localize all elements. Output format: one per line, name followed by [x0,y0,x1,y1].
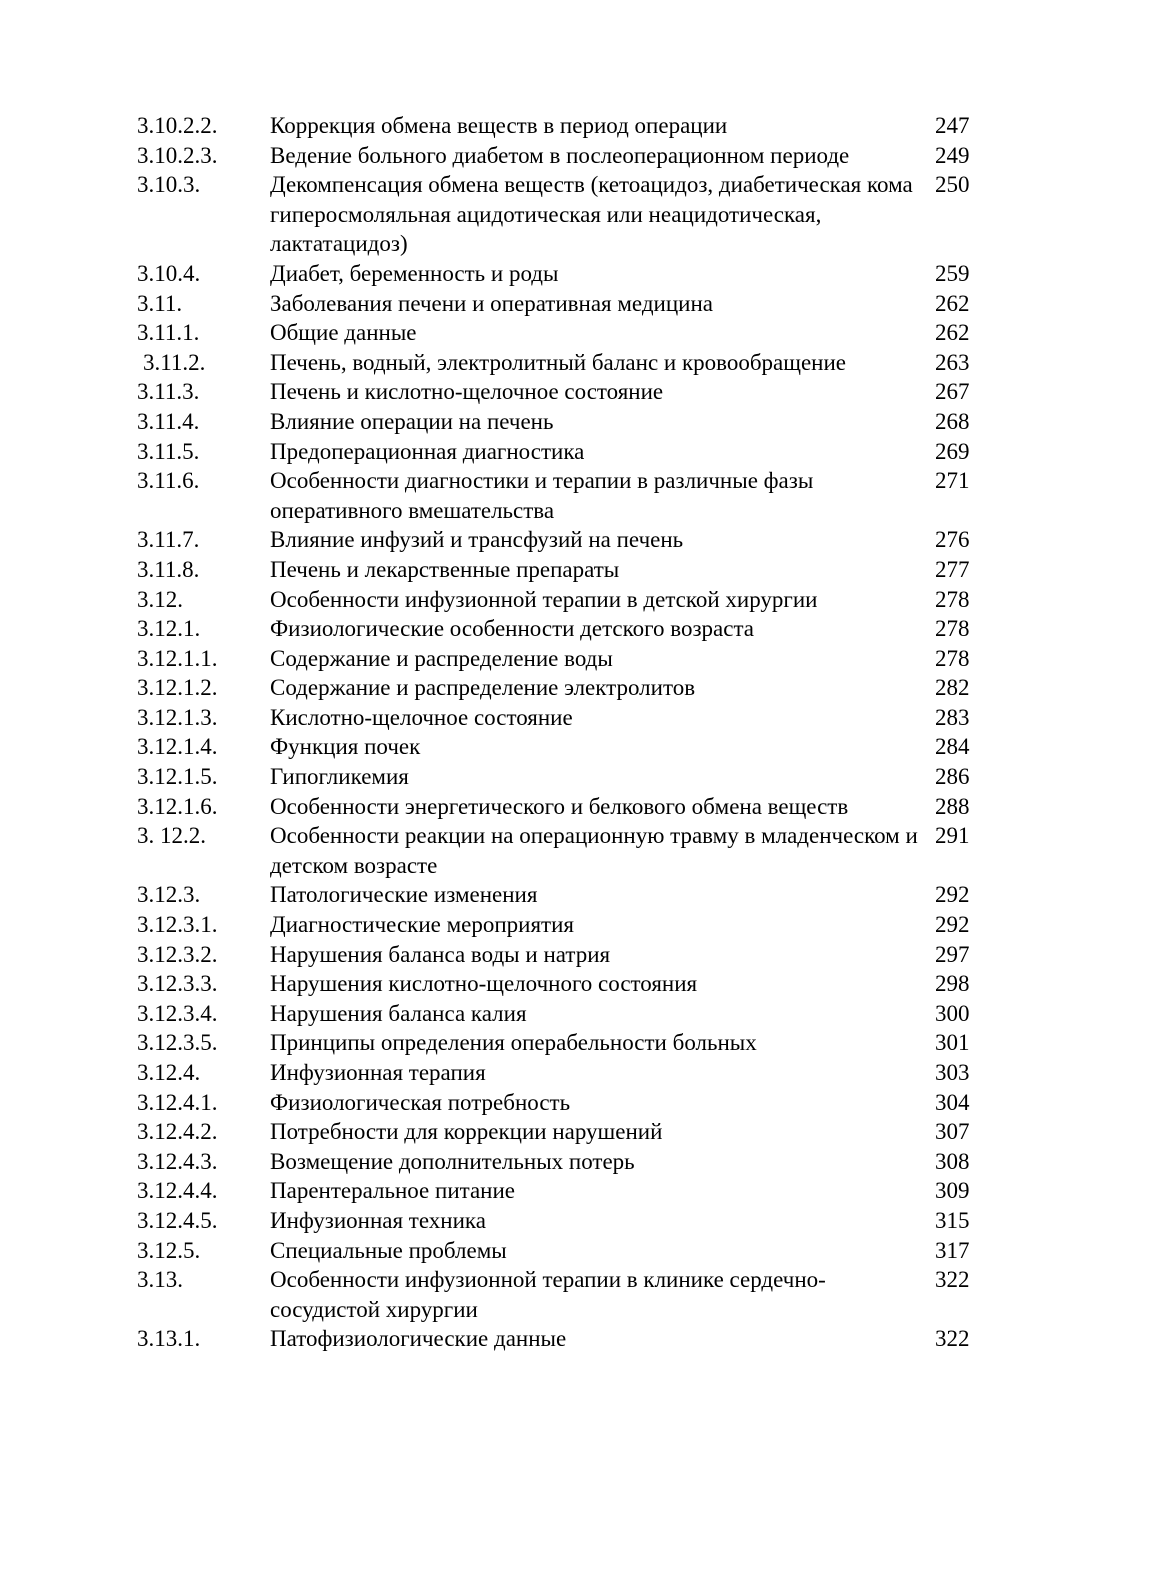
section-number: 3.12.1.4. [137,734,218,760]
section-title: Специальные проблемы [270,1237,507,1263]
page-number: 315 [935,1207,970,1233]
page-number: 271 [935,468,970,494]
toc-entry [0,1324,1163,1354]
section-title: Печень и кислотно-щелочное состояние [270,379,664,405]
section-title: Диабет, беременность и роды [270,260,559,286]
section-title: Содержание и распределение воды [270,645,613,671]
section-number: 3.12.1.5. [137,764,218,790]
section-title: Особенности энергетического и белкового обмена веществ [270,793,849,819]
page-number: 301 [935,1030,970,1056]
toc-entry [0,792,1163,822]
page-number: 309 [935,1178,970,1204]
section-title: Нарушения кислотно-щелочного состояния [270,971,698,997]
toc-entry [0,111,1163,141]
section-title: Особенности инфузионной терапии в клинике сердечно-сосудистой хирургии [270,1267,826,1322]
section-number: 3.12.4.1. [137,1089,218,1115]
section-title: Потребности для коррекции нарушений [270,1119,663,1145]
section-title: Диагностические мероприятия [270,912,574,938]
section-number: 3.12.3.3. [137,971,218,997]
page-number: 268 [935,408,970,434]
page-number: 262 [935,320,970,346]
toc-entry [0,407,1163,437]
page-number: 297 [935,941,970,967]
page-number: 291 [935,823,970,849]
page-number: 303 [935,1060,970,1085]
toc-entry [0,940,1163,970]
section-title: Особенности диагностики и терапии в различные фазы оперативного вмешательства [270,468,814,523]
section-title: Печень, водный, электролитный баланс и кровообращение [270,349,846,375]
section-number: 3.13.1. [137,1326,201,1352]
page-number: 292 [935,912,970,938]
section-title: Патофизиологические данные [270,1326,567,1352]
page-number: 262 [935,290,970,316]
toc-entry [0,673,1163,703]
toc-entry [0,1028,1163,1058]
section-title: Инфузионная техника [270,1207,486,1233]
toc-entry [0,821,1163,880]
section-number: 3.12.3.5. [137,1030,218,1056]
section-number: 3.12.4.3. [137,1148,218,1174]
section-title: Особенности реакции на операционную травму в младенческом и детском возрасте [270,823,918,878]
toc-entry [0,141,1163,171]
page-number: 322 [935,1267,970,1293]
toc-entry [0,999,1163,1029]
toc-entry [0,969,1163,999]
section-number: 3.12.4. [137,1060,201,1085]
page-number: 282 [935,675,970,701]
section-title: Нарушения баланса воды и натрия [270,941,611,967]
section-title: Кислотно-щелочное состояние [270,704,573,730]
toc-entry [0,555,1163,585]
section-title: Содержание и распределение электролитов [270,675,696,701]
section-title: Влияние операции на печень [270,408,554,434]
page-number: 247 [935,113,970,138]
section-title: Гипогликемия [270,764,409,790]
section-number: 3.12. [137,586,183,612]
toc-entry [0,466,1163,525]
section-title: Патологические изменения [270,882,538,908]
page-number: 298 [935,971,970,997]
section-title: Общие данные [270,320,417,346]
toc-entry [0,644,1163,674]
page-number: 269 [935,438,970,464]
section-title: Функция почек [270,734,421,760]
section-title: Влияние инфузий и трансфузий на печень [270,527,684,553]
section-number: 3.11.6. [137,468,200,494]
section-number: 3.12.1. [137,616,201,642]
section-number: 3.12.3.2. [137,941,218,967]
toc-entry [0,880,1163,910]
page-number: 292 [935,882,970,908]
section-number: 3.12.3.4. [137,1000,218,1026]
toc-entry [0,585,1163,615]
toc-entry [0,762,1163,792]
toc-entry [0,1206,1163,1236]
section-number: 3.11.7. [137,527,200,553]
section-number: 3.11.2. [143,349,206,375]
page-number: 307 [935,1119,970,1145]
section-number: 3.10.2.3. [137,142,218,168]
page-number: 277 [935,556,970,582]
page-number: 278 [935,645,970,671]
page-number: 263 [935,349,970,375]
section-title: Парентеральное питание [270,1178,516,1204]
toc-entry [0,703,1163,733]
toc-entry [0,318,1163,348]
section-number: 3.12.5. [137,1237,201,1263]
section-title: Инфузионная терапия [270,1060,486,1085]
page-number: 286 [935,764,970,790]
section-title: Предоперационная диагностика [270,438,585,464]
toc-entry [0,614,1163,644]
section-number: 3.10.2.2. [137,113,218,138]
section-title: Возмещение дополнительных потерь [270,1148,635,1174]
toc-entry [0,437,1163,467]
page-number: 283 [935,704,970,730]
section-number: 3.11.3. [137,379,200,405]
page-number: 317 [935,1237,970,1263]
section-number: 3.11. [137,290,183,316]
section-number: 3.11.1. [137,320,200,346]
page-number: 276 [935,527,970,553]
section-title: Печень и лекарственные препараты [270,556,620,582]
section-title: Коррекция обмена веществ в период операции [270,113,728,138]
section-number: 3.10.4. [137,260,201,286]
page-number: 288 [935,793,970,819]
section-title: Декомпенсация обмена веществ (кетоацидоз, диабетическая кома гиперосмоляльная ацидотическая или неацидотическая, лактатацидоз) [270,172,913,257]
section-number: 3.12.3.1. [137,912,218,938]
toc-entry [0,348,1163,378]
toc-entry [0,289,1163,319]
section-number: 3. 12.2. [137,823,206,849]
toc-entry [0,1117,1163,1147]
section-title: Физиологическая потребность [270,1089,571,1115]
section-number: 3.12.1.1. [137,645,218,671]
section-number: 3.12.4.5. [137,1207,218,1233]
section-number: 3.12.1.6. [137,793,218,819]
toc-entry [0,1176,1163,1206]
page-number: 300 [935,1000,970,1026]
toc-entry [0,1058,1163,1088]
toc-entry [0,525,1163,555]
toc-entry [0,1147,1163,1177]
toc-entry [0,910,1163,940]
section-number: 3.10.3. [137,172,201,198]
page-number: 278 [935,616,970,642]
section-title: Особенности инфузионной терапии в детской хирургии [270,586,818,612]
page-number: 249 [935,142,970,168]
toc-entry [0,1088,1163,1118]
page-number: 250 [935,172,970,198]
page-number: 308 [935,1148,970,1174]
toc-entry [0,259,1163,289]
section-number: 3.13. [137,1267,183,1293]
section-number: 3.11.5. [137,438,200,464]
section-title: Принципы определения операбельности больных [270,1030,757,1056]
page-number: 322 [935,1326,970,1352]
section-title: Ведение больного диабетом в послеоперационном периоде [270,142,850,168]
section-title: Физиологические особенности детского возраста [270,616,754,642]
page-number: 259 [935,260,970,286]
section-number: 3.12.4.4. [137,1178,218,1204]
toc-entry [0,732,1163,762]
page-number: 304 [935,1089,970,1115]
toc-entry [0,1265,1163,1324]
section-number: 3.12.1.3. [137,704,218,730]
page-number: 284 [935,734,970,760]
section-number: 3.11.4. [137,408,200,434]
toc-entry [0,377,1163,407]
section-title: Нарушения баланса калия [270,1000,527,1026]
section-number: 3.11.8. [137,556,200,582]
section-number: 3.12.1.2. [137,675,218,701]
section-title: Заболевания печени и оперативная медицина [270,290,713,316]
toc-entry [0,170,1163,259]
section-number: 3.12.3. [137,882,201,908]
section-number: 3.12.4.2. [137,1119,218,1145]
page-number: 267 [935,379,970,405]
toc-entry [0,1236,1163,1266]
table-of-contents [0,111,1163,1354]
page-number: 278 [935,586,970,612]
